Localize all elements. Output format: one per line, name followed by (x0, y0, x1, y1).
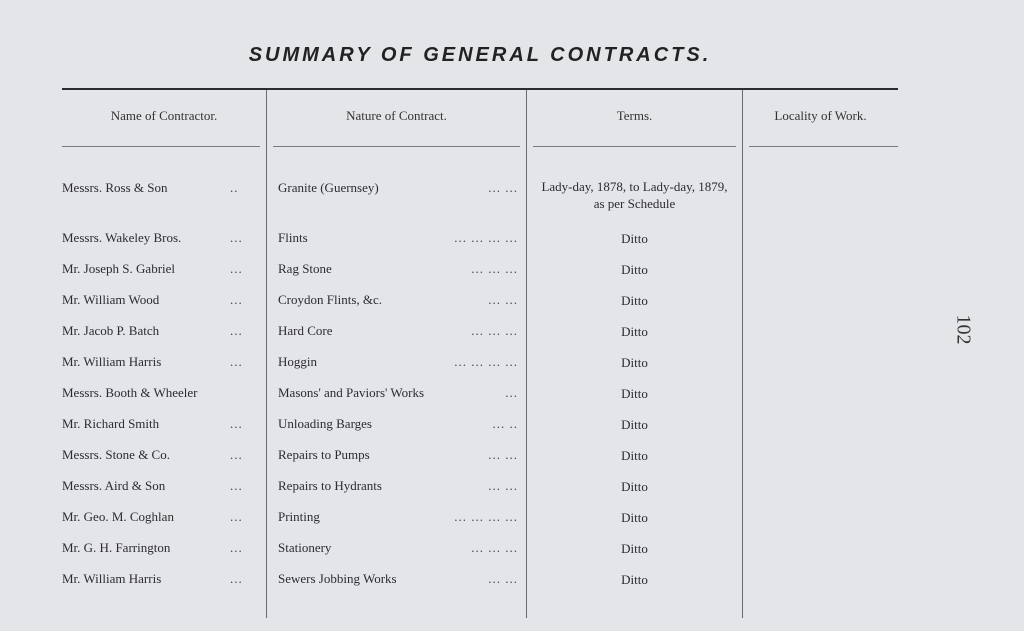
leader-dots: ... (230, 447, 243, 462)
column-divider (266, 90, 267, 618)
contract-nature: Granite (Guernsey) (278, 180, 379, 195)
header-rule (273, 146, 520, 147)
contractor-name: Mr. Geo. M. Coghlan (62, 509, 174, 524)
page-number: 102 (952, 314, 975, 345)
leader-dots: ... ... ... ... (454, 354, 518, 369)
contractor-name: Mr. William Wood (62, 292, 160, 307)
header-rule (749, 146, 898, 147)
contractor-name: Messrs. Aird & Son (62, 478, 166, 493)
leader-dots: ... (505, 385, 518, 400)
contract-terms: Ditto (621, 510, 648, 525)
leader-dots: ... (230, 261, 243, 276)
contractor-name: Messrs. Wakeley Bros. (62, 230, 182, 245)
contract-terms: Ditto (621, 541, 648, 556)
leader-dots: ... ... (488, 447, 518, 462)
leader-dots: ... ... ... ... (454, 230, 518, 245)
contract-terms: Ditto (621, 293, 648, 308)
contract-nature: Sewers Jobbing Works (278, 571, 397, 586)
contract-terms: Ditto (621, 572, 648, 587)
contractor-name: Mr. William Harris (62, 354, 162, 369)
contract-nature: Croydon Flints, &c. (278, 292, 383, 307)
contract-terms: Ditto (621, 479, 648, 494)
contract-nature: Unloading Barges (278, 416, 372, 431)
leader-dots: ... (230, 292, 243, 307)
contract-terms: Ditto (621, 448, 648, 463)
header-rule (62, 146, 260, 147)
contractor-name: Mr. William Harris (62, 571, 162, 586)
contract-nature: Flints (278, 230, 308, 245)
contract-nature: Repairs to Hydrants (278, 478, 382, 493)
contract-terms: Lady-day, 1878, to Lady-day, 1879, as per Schedule (541, 179, 728, 211)
leader-dots: ... (230, 509, 243, 524)
header-locality: Locality of Work. (774, 108, 867, 123)
leader-dots: ... ... (488, 292, 518, 307)
contract-terms: Ditto (621, 262, 648, 277)
contract-terms: Ditto (621, 324, 648, 339)
contractor-name: Messrs. Booth & Wheeler (62, 385, 198, 400)
leader-dots: ... (230, 323, 243, 338)
contractor-name: Mr. G. H. Farrington (62, 540, 171, 555)
leader-dots: ... ... (488, 571, 518, 586)
column-divider (742, 90, 743, 618)
leader-dots: ... ... ... (471, 323, 518, 338)
leader-dots: ... .. (492, 416, 518, 431)
contract-terms: Ditto (621, 417, 648, 432)
leader-dots: ... ... (488, 180, 518, 195)
header-contractor: Name of Contractor. (110, 108, 218, 123)
contract-nature: Repairs to Pumps (278, 447, 370, 462)
leader-dots: ... (230, 540, 243, 555)
contract-nature: Hoggin (278, 354, 317, 369)
title-rule (62, 88, 898, 90)
header-nature: Nature of Contract. (346, 108, 447, 123)
leader-dots: .. (230, 180, 239, 195)
contract-terms: Ditto (621, 386, 648, 401)
leader-dots: ... ... ... (471, 540, 518, 555)
contractor-name: Messrs. Stone & Co. (62, 447, 170, 462)
header-rule (533, 146, 736, 147)
leader-dots: ... (230, 230, 243, 245)
contract-terms: Ditto (621, 355, 648, 370)
contract-nature: Rag Stone (278, 261, 332, 276)
leader-dots: ... ... (488, 478, 518, 493)
contract-nature: Stationery (278, 540, 332, 555)
contractor-name: Mr. Richard Smith (62, 416, 160, 431)
page-title: SUMMARY OF GENERAL CONTRACTS. (248, 44, 712, 66)
contractor-name: Messrs. Ross & Son (62, 180, 168, 195)
leader-dots: ... ... ... ... (454, 509, 518, 524)
contractor-name: Mr. Jacob P. Batch (62, 323, 160, 338)
leader-dots: ... (230, 354, 243, 369)
contract-nature: Hard Core (278, 323, 333, 338)
contract-terms: Ditto (621, 231, 648, 246)
contractor-name: Mr. Joseph S. Gabriel (62, 261, 176, 276)
leader-dots: ... (230, 571, 243, 586)
contract-nature: Printing (278, 509, 320, 524)
header-terms: Terms. (616, 108, 653, 123)
contract-nature: Masons' and Paviors' Works (278, 385, 425, 400)
leader-dots: ... ... ... (471, 261, 518, 276)
leader-dots: ... (230, 478, 243, 493)
leader-dots: ... (230, 416, 243, 431)
